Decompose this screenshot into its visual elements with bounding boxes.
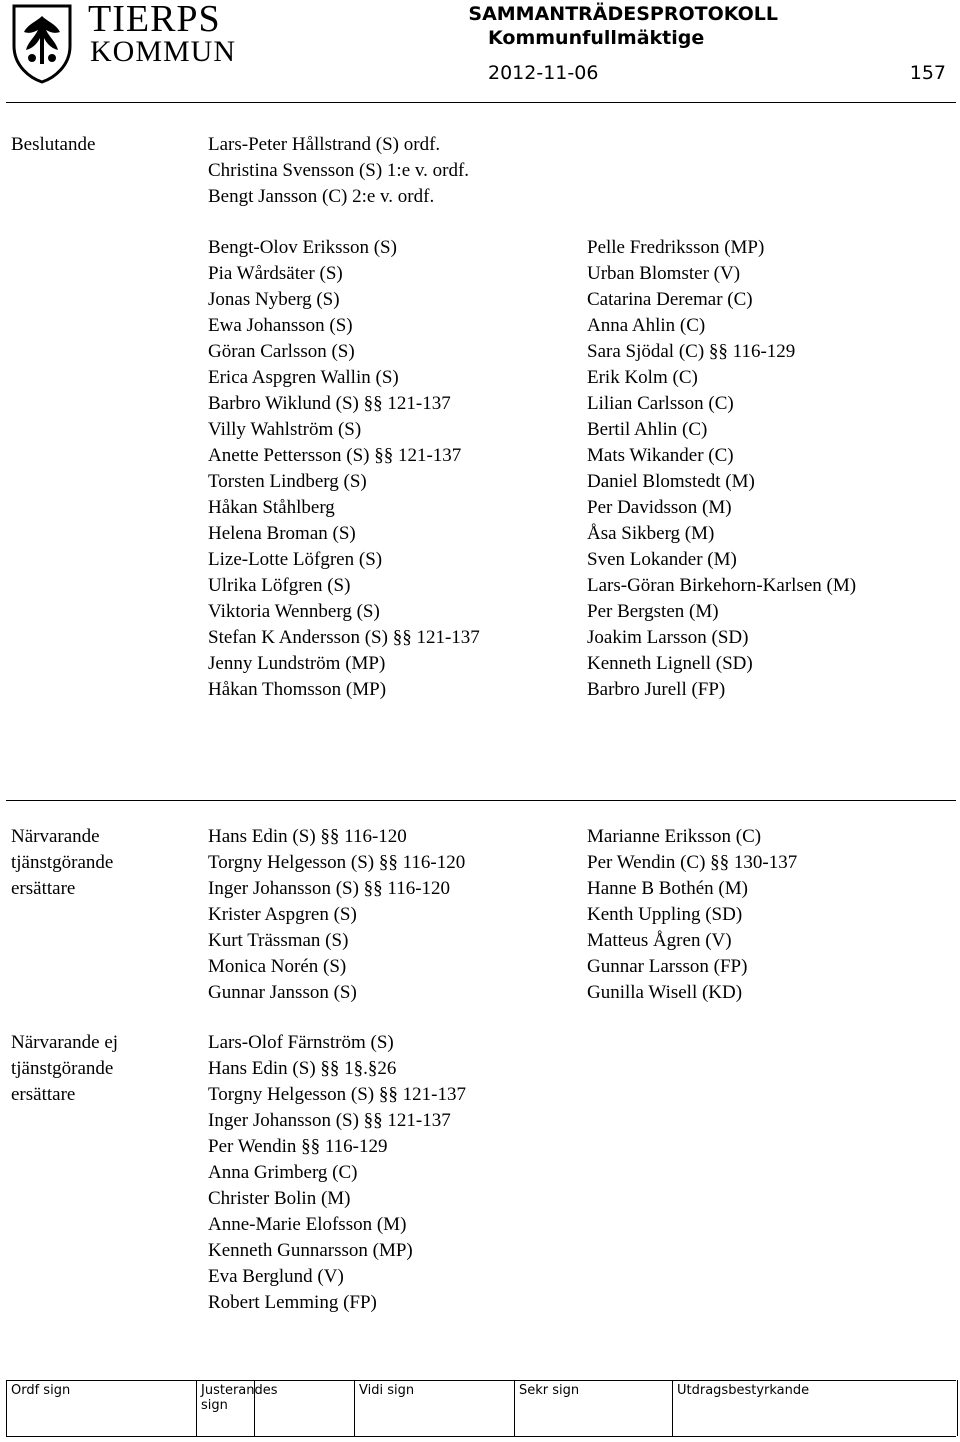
section-label-line: ersättare — [11, 1084, 76, 1105]
member-entry: Bengt-Olov Eriksson (S) — [208, 237, 397, 258]
brand-name-line2: KOMMUN — [90, 35, 237, 68]
member-entry: Joakim Larsson (SD) — [587, 627, 749, 648]
signature-label: Vidi sign — [359, 1383, 415, 1398]
member-entry: Jonas Nyberg (S) — [208, 289, 340, 310]
section-label-line: ersättare — [11, 878, 76, 899]
member-entry: Göran Carlsson (S) — [208, 341, 355, 362]
chair-entry: Bengt Jansson (C) 2:e v. ordf. — [208, 186, 435, 207]
member-entry: Urban Blomster (V) — [587, 263, 741, 284]
member-entry: Lize-Lotte Löfgren (S) — [208, 549, 383, 570]
substitute-entry: Monica Norén (S) — [208, 956, 347, 977]
non-serving-substitutes-list — [208, 1030, 466, 1316]
member-entry: Mats Wikander (C) — [587, 445, 734, 466]
substitute-entry: Torgny Helgesson (S) §§ 121-137 — [208, 1084, 466, 1105]
member-entry: Sara Sjödal (C) §§ 116-129 — [587, 341, 796, 362]
substitute-entry: Gunilla Wisell (KD) — [587, 982, 743, 1003]
substitute-entry: Per Wendin §§ 116-129 — [208, 1136, 388, 1157]
substitute-entry: Eva Berglund (V) — [208, 1266, 344, 1287]
member-entry: Håkan Thomsson (MP) — [208, 679, 387, 700]
member-entry: Ewa Johansson (S) — [208, 315, 353, 336]
page-number: 157 — [909, 62, 946, 84]
member-entry: Pelle Fredriksson (MP) — [587, 237, 765, 258]
signature-box-blank[interactable] — [254, 1380, 355, 1436]
substitute-entry: Kenneth Gunnarsson (MP) — [208, 1240, 413, 1261]
section-label-line: tjänstgörande — [11, 852, 114, 873]
chair-entry: Christina Svensson (S) 1:e v. ordf. — [208, 160, 470, 181]
signature-footer — [6, 1380, 956, 1436]
document-subtitle: Kommunfullmäktige — [488, 27, 705, 49]
signature-box-ordf[interactable] — [6, 1380, 197, 1436]
substitute-entry: Kurt Trässman (S) — [208, 930, 349, 951]
signature-box-sekr[interactable] — [514, 1380, 673, 1436]
member-entry: Erica Aspgren Wallin (S) — [208, 367, 399, 388]
substitute-entry: Kenth Uppling (SD) — [587, 904, 743, 925]
signature-label: Utdragsbestyrkande — [677, 1383, 810, 1398]
chairs-list — [208, 132, 469, 210]
member-entry: Villy Wahlström (S) — [208, 419, 362, 440]
member-entry: Håkan Ståhlberg — [208, 497, 335, 518]
brand-name-line1: TIERPS — [88, 0, 221, 40]
member-entry: Sven Lokander (M) — [587, 549, 737, 570]
signature-box-justerandes[interactable] — [196, 1380, 278, 1436]
substitute-entry: Robert Lemming (FP) — [208, 1292, 377, 1313]
member-entry: Torsten Lindberg (S) — [208, 471, 367, 492]
substitute-entry: Per Wendin (C) §§ 130-137 — [587, 852, 798, 873]
member-entry: Anette Pettersson (S) §§ 121-137 — [208, 445, 462, 466]
document-title: SAMMANTRÄDESPROTOKOLL — [468, 3, 778, 25]
substitute-entry: Krister Aspgren (S) — [208, 904, 357, 925]
member-entry: Pia Wårdsäter (S) — [208, 263, 343, 284]
member-entry: Viktoria Wennberg (S) — [208, 601, 380, 622]
members-left-column — [208, 235, 480, 703]
substitute-entry: Gunnar Larsson (FP) — [587, 956, 748, 977]
member-entry: Jenny Lundström (MP) — [208, 653, 386, 674]
signature-box-vidi[interactable] — [354, 1380, 515, 1436]
member-entry: Åsa Sikberg (M) — [587, 523, 715, 544]
substitute-entry: Inger Johansson (S) §§ 116-120 — [208, 878, 451, 899]
substitute-entry: Anne-Marie Elofsson (M) — [208, 1214, 407, 1235]
member-entry: Barbro Wiklund (S) §§ 121-137 — [208, 393, 451, 414]
signature-box-utdrag[interactable] — [672, 1380, 958, 1436]
meeting-date: 2012-11-06 — [488, 62, 599, 84]
substitute-entry: Matteus Ågren (V) — [587, 930, 732, 951]
chair-entry: Lars-Peter Hållstrand (S) ordf. — [208, 134, 441, 155]
section-divider — [6, 800, 956, 801]
member-entry: Catarina Deremar (C) — [587, 289, 753, 310]
municipality-crest-logo — [10, 2, 74, 84]
member-entry: Lilian Carlsson (C) — [587, 393, 734, 414]
section-label-tjanstgorande — [11, 824, 113, 902]
member-entry: Daniel Blomstedt (M) — [587, 471, 755, 492]
header-divider — [6, 102, 956, 103]
substitute-entry: Anna Grimberg (C) — [208, 1162, 358, 1183]
section-label-line: Närvarande — [11, 826, 100, 847]
substitutes-left-column — [208, 824, 465, 1006]
section-label-line: Närvarande ej — [11, 1032, 119, 1053]
substitutes-right-column — [587, 824, 797, 1006]
member-entry: Bertil Ahlin (C) — [587, 419, 708, 440]
substitute-entry: Christer Bolin (M) — [208, 1188, 351, 1209]
signature-label: Justerandes sign — [201, 1383, 278, 1413]
substitute-entry: Hans Edin (S) §§ 116-120 — [208, 826, 407, 847]
member-entry: Barbro Jurell (FP) — [587, 679, 726, 700]
member-entry: Per Davidsson (M) — [587, 497, 732, 518]
section-label-line: tjänstgörande — [11, 1058, 114, 1079]
substitute-entry: Torgny Helgesson (S) §§ 116-120 — [208, 852, 466, 873]
member-entry: Lars-Göran Birkehorn-Karlsen (M) — [587, 575, 857, 596]
signature-label: Ordf sign — [11, 1383, 71, 1398]
signature-label: Sekr sign — [519, 1383, 580, 1398]
substitute-entry: Inger Johansson (S) §§ 121-137 — [208, 1110, 451, 1131]
member-entry: Kenneth Lignell (SD) — [587, 653, 753, 674]
members-right-column — [587, 235, 856, 703]
member-entry: Erik Kolm (C) — [587, 367, 698, 388]
substitute-entry: Hans Edin (S) §§ 1§.§26 — [208, 1058, 397, 1079]
section-label-beslutande: Beslutande — [11, 134, 96, 155]
member-entry: Anna Ahlin (C) — [587, 315, 706, 336]
substitute-entry: Lars-Olof Färnström (S) — [208, 1032, 394, 1053]
section-label-ej-tjanstgorande — [11, 1030, 118, 1108]
member-entry: Per Bergsten (M) — [587, 601, 719, 622]
substitute-entry: Marianne Eriksson (C) — [587, 826, 762, 847]
member-entry: Stefan K Andersson (S) §§ 121-137 — [208, 627, 480, 648]
substitute-entry: Hanne B Bothén (M) — [587, 878, 748, 899]
footer-bottom-rule — [6, 1436, 956, 1437]
member-entry: Ulrika Löfgren (S) — [208, 575, 351, 596]
member-entry: Helena Broman (S) — [208, 523, 356, 544]
substitute-entry: Gunnar Jansson (S) — [208, 982, 357, 1003]
